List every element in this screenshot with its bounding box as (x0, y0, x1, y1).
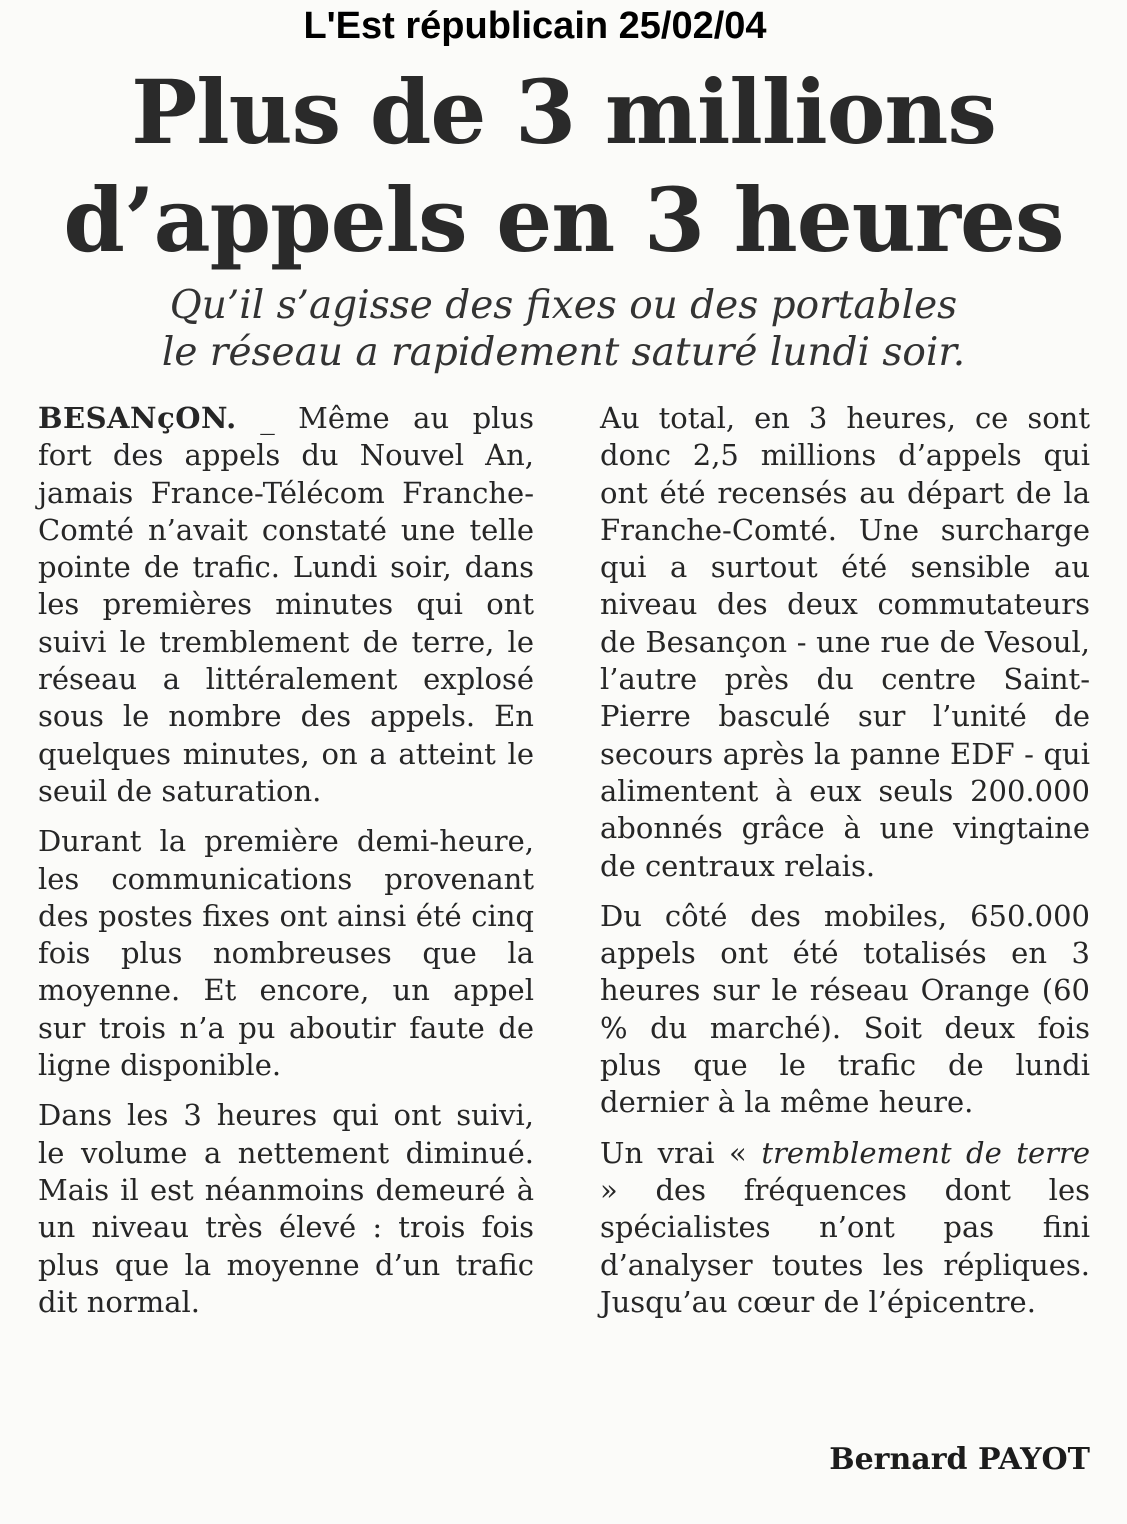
article-paragraph (600, 1135, 1090, 1321)
subheadline-line-1: Qu’il s’agisse des fixes ou des portables (169, 283, 958, 328)
article-paragraph: Au total, en 3 heures, ce sont donc 2,5 millions d’appels qui ont été recensés au départ de la Franche-Comté. Une surcharge qui a surtout été sensible au niveau des deux commutateurs de Besançon - une rue de Vesoul, l’autre près du centre Saint-Pierre basculé sur l’unité de secours après la panne EDF - qui alimentent à eux seuls 200.000 abonnés grâce à une vingtaine de centraux relais. (600, 401, 1090, 883)
source-label: L'Est républicain 25/02/04 (303, 5, 767, 47)
dateline: BESANçON. (38, 401, 237, 435)
byline: Bernard PAYOT (829, 1442, 1090, 1477)
quoted-phrase: tremblement de terre (761, 1135, 1090, 1170)
headline-line-1: Plus de 3 millions (131, 60, 996, 164)
article-column-left (38, 400, 534, 1321)
article-paragraph: Dans les 3 heures qui ont suivi, le volume a nettement diminué. Mais il est néanmoins demeuré à un niveau très élevé : trois fois plus que la moyenne d’un trafic dit normal. (38, 1098, 534, 1319)
article-paragraph (38, 400, 534, 810)
paragraph-text: » des fréquences dont les spécialistes n’ont pas fini d’analyser toutes les répliques. Jusqu’au cœur de l’épicentre. (600, 1172, 1090, 1319)
article-paragraph: Durant la première demi-heure, les communications provenant des postes fixes ont ainsi été cinq fois plus nombreuses que la moyenne. Et encore, un appel sur trois n’a pu aboutir faute de ligne disponible. (38, 824, 534, 1083)
article-column-right (600, 400, 1090, 1321)
paragraph-text: Un vrai « (600, 1135, 762, 1170)
paragraph-text: _ Même au plus fort des appels du Nouvel An, jamais France-Télécom Franche-Comté n’avait constaté une telle pointe de trafic. Lundi soir, dans les premières minutes qui ont suivi le tremblement de terre, le réseau a littéralement explosé sous le nombre des appels. En quelques minutes, on a atteint le seuil de saturation. (38, 401, 534, 808)
headline (0, 58, 1127, 274)
article-paragraph: Du côté des mobiles, 650.000 appels ont été totalisés en 3 heures sur le réseau Orange (60 % du marché). Soit deux fois plus que le trafic de lundi dernier à la même heure. (600, 898, 1090, 1120)
subheadline-line-2: le réseau a rapidement saturé lundi soir. (161, 330, 966, 375)
headline-line-2: d’appels en 3 heures (63, 168, 1064, 272)
subheadline (0, 282, 1127, 376)
